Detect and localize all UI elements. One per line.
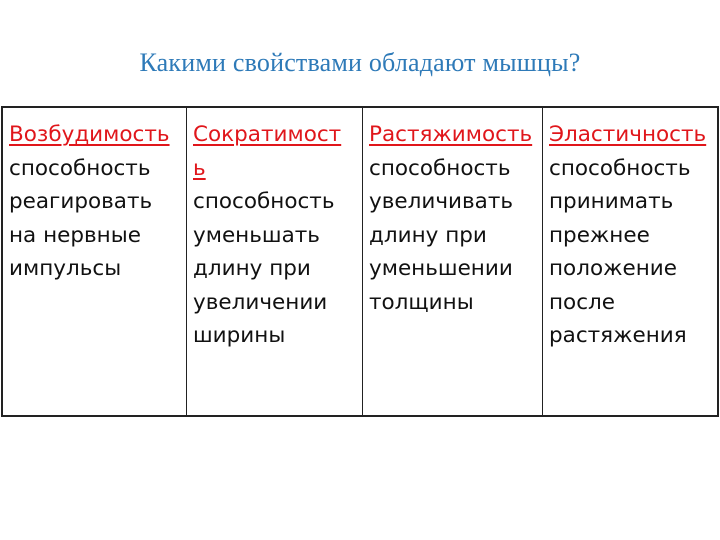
slide-title: Какими свойствами обладают мышцы? — [139, 48, 581, 77]
column-excitability — [3, 108, 187, 415]
properties-table — [1, 106, 719, 417]
column-description: способность увеличивать длину при уменьшении толщины — [369, 155, 514, 315]
column-description: способность принимать прежнее положение после растяжения — [549, 155, 691, 348]
column-description: способность уменьшать длину при увеличении ширины — [193, 189, 335, 348]
column-heading: Сократимост ь — [193, 122, 342, 181]
column-extensibility — [363, 108, 543, 415]
column-contractility — [187, 108, 363, 415]
column-heading: Растяжимость — [369, 122, 533, 147]
column-heading: Возбудимость — [9, 122, 170, 147]
column-heading: Эластичность — [549, 122, 707, 147]
column-elasticity — [543, 108, 717, 415]
column-description: способность реагировать на нервные импульсы — [9, 155, 153, 281]
